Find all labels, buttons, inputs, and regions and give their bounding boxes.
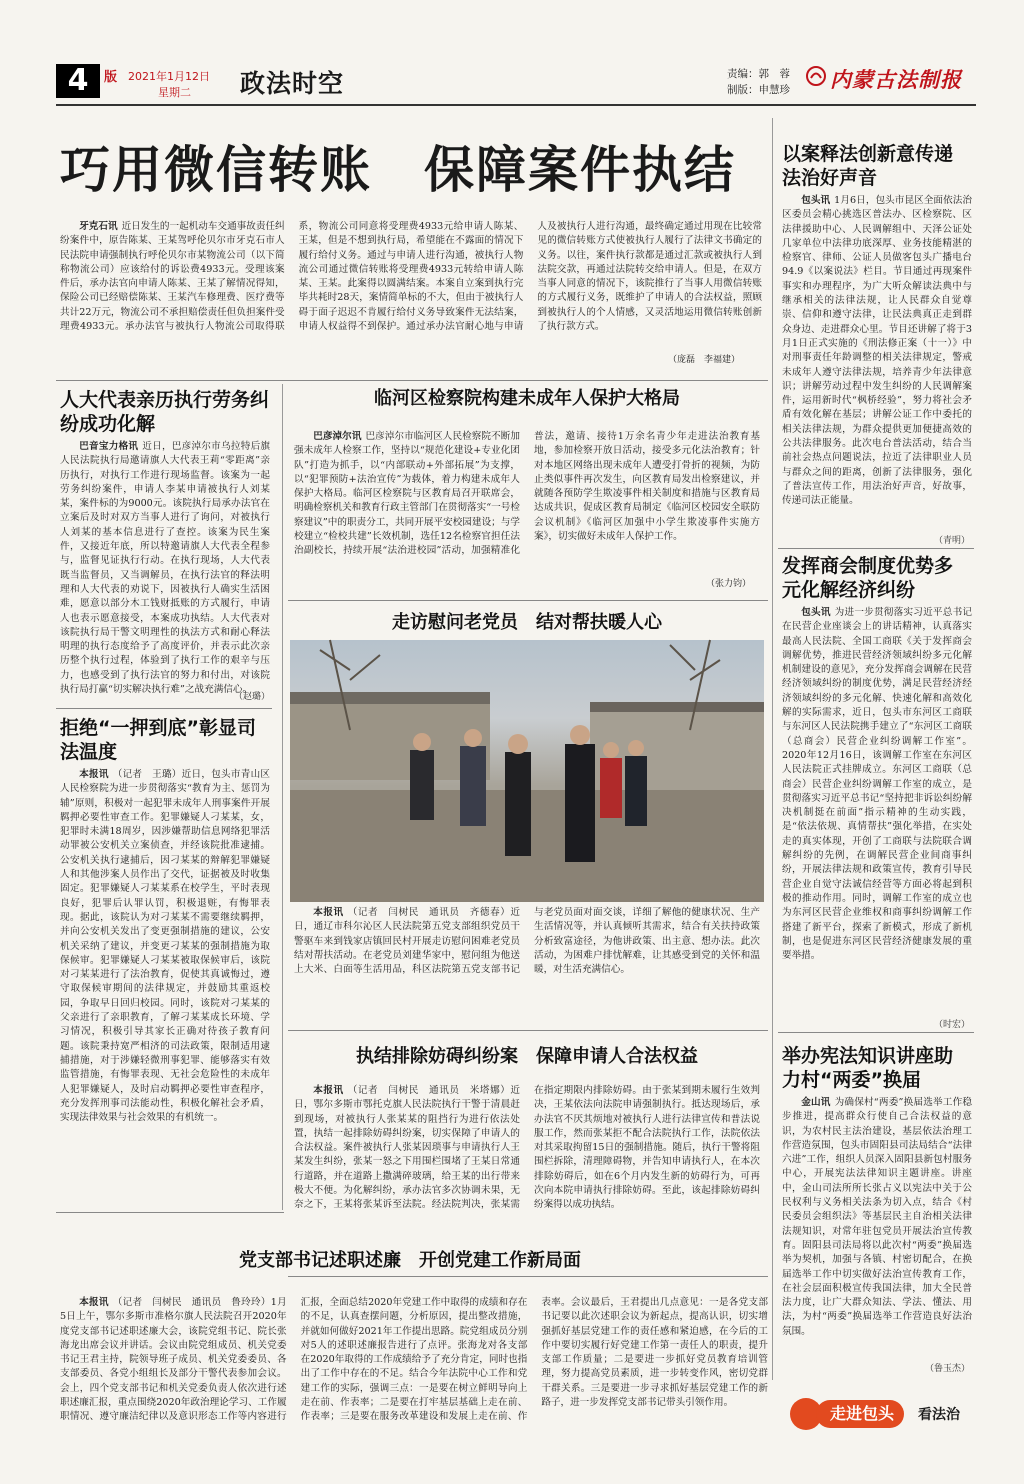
right1-text: 1月6日，包头市昆区全面依法治区委员会精心挑选区普法办、区检察院、区法律援助中心、人民调解组中、天泽公证处几家单位中法律功底深厚、业务技能精湛的检察官、律师、公证人员做客包头广播电台94.9《以案说法》栏目。节目通过再现案件事实和办理程序，为广大听众解读法典中与继承相关的法律法规，让人民群众自觉尊崇、信仰和遵守法律，让民法典真正走到群众身边、走进群众心里。节目还讲解了将于3月1日正式实施的《刑法修正案（十一）》中对刑事责任年龄调整的相关法律规定，警戒未成年人遵守法律法规，培养青少年法律意识；讲解劳动过程中发生纠纷的人民调解案件，运用新时代“枫桥经验”，努力将社会矛盾有效化解在基层；讲解公证工作中委托的相关法律法规，为群众提供更加便捷高效的公共法律服务。此次电台普法活动，结合当前社会热点问题说法，拉近了法律职业人员与群众之间的距离，创新了法律服务，强化了普法宣传工作，用法治好声音，好故事，传递司法正能量。 <box>782 195 972 507</box>
left2-headline: 拒绝“一押到底”彰显司法温度 <box>60 717 256 763</box>
editor-credit: 责编：郭 蓉 <box>727 68 790 80</box>
center1-body <box>294 430 760 586</box>
left2-text: 近日，包头市青山区人民检察院为进一步贯彻落实“教育为主、惩罚为辅”原则，积极对一起犯罪未成年人刑事案件开展羁押必要性审查工作。犯罪嫌疑人刁某某，女，犯罪时未满18周岁，因涉嫌帮助信息网络犯罪活动罪被公安机关立案侦查，并经该院批准逮捕。公安机关执行逮捕后，因刁某某的辩解犯罪嫌疑人和其他涉案人员作出了交代，证据被及时收集固定。犯罪嫌疑人刁某某系在校学生，平时表现良好，犯罪后认罪认罚，积极退赃，有悔罪表现。据此，该院认为对刁某某不需要继续羁押，并向公安机关发出了变更强制措施的建议，公安机关采纳了建议，并变更刁某某的强制措施为取保候审。犯罪嫌疑人刁某某被取保候审后，该院对刁某某进行了法治教育，促使其真诚悔过，遵守取保候审期间的法律规定，并鼓励其重返校园，争取早日回归校园。同时，该院对刁某某的父亲进行了亲职教育，了解刁某某成长环境、学习情况，积极引导其家长正确对待孩子教育问题。该院秉持宽严相济的司法政策，限制适用逮捕措施，对于涉嫌轻微刑事犯罪、能够落实有效监管措施，有悔罪表现、无社会危险性的未成年人犯罪嫌疑人，及时启动羁押必要性审查程序，充分发挥刑事司法能动性，积极化解社会矛盾，实现法律效果与社会效果的有机统一。 <box>60 769 271 1124</box>
right3-byline: （鲁玉杰） <box>924 1364 970 1374</box>
bottom-reporter: （记者 闫树民 通讯员 鲁玲玲） <box>112 1297 271 1308</box>
right3-body <box>782 1096 972 1354</box>
news-photo <box>290 640 764 902</box>
main-byline: （庞磊 李福建） <box>668 355 741 365</box>
left1-lead: 巴音宝力格讯 <box>79 441 139 452</box>
left-divider <box>282 384 283 1210</box>
main-body: 近日发生的一起机动车交通事故责任纠纷案件中，原告陈某、王某驾呼伦贝尔市牙克石市人民法院申请强制执行呼伦贝尔市某物流公司（以下简称物流公司）应该给付的诉讼费4933元。受理该案件后，承办法官向申请人陈某、王某了解情况得知，保险公司已经赔偿陈某、王某汽车修理费、医疗费等共计22万元，物流公司不承担赔偿责任但负担案件受理费4933元。承办法官与被执行人物流公司取得联系，物流公司同意将受理费4933元给申请人陈某、王某，但是不想到执行局，希望能在不露面的情况下履行给付义务。通过与申请人进行沟通，被执行人物流公司通过微信转账将受理费4933元转给申请人陈某、王某。此案得以圆满结案。本案自立案到执行完毕共耗时28天，案情简单标的不大，但由于被执行人碍于面子迟迟不肯履行给付义务导致案件无法结案，申请人权益得不到保护。通过承办法官耐心地与申请人及被执行人进行沟通，最终确定通过用现在比较常见的微信转账方式使被执行人履行了法律文书确定的义务。以往，案件执行款都是通过汇款或被执行人到法院交款，再通过法院转交给申请人。但是，在双方当事人同意的情况下，该院推行了当事人用微信转账的方式履行义务，既维护了申请人的合法权益，照顾到被执行人的个人情感，又灵活地运用微信转账创新了执行款方式。 <box>60 221 762 333</box>
center1-text: 巴彦淖尔市临河区人民检察院不断加强未成年人检察工作，坚持以“规范化建设+专业化团队”打造为抓手，以“内部联动+外部拓展”为支撑，以“犯罪预防+法治宣传”为载体，着力构建未成年人保护大格局。临河区检察院与区教育局召开联席会，明确检察机关和教育行政主管部门在贯彻落实“一号检察建议”中的职责分工，共同开展平安校园建设；与学校建立“检校共建”长效机制，选任12名检察官担任法治副校长，持续开展“法治进校园”活动，加强精准化普法，邀请、接待1万余名青少年走进法治教育基地，参加检察开放日活动，接受多元化法治教育；针对本地区网络出现未成年人遭受打骨折的视频，为防止类似事件再次发生，向区教育局发出检察建议，并就随各预防学生欺凌事件相关制度和措施与区教育局达成共识，促成区教育局制定《临河区校园安全联防会议机制》《临河区加强中小学生欺凌事件实施方案》，切实做好未成年人保护工作。 <box>294 431 760 557</box>
center3-headline: 执结排除妨碍纠纷案 保障申请人合法权益 <box>356 1046 698 1067</box>
center1-lead: 巴彦淖尔讯 <box>313 431 362 442</box>
left1-text: 近日，巴彦淖尔市乌拉特后旗人民法院执行局邀请旗人大代表王莉“零距离”亲历执行，对执行工作进行现场监督。该案为一起劳务纠纷案件，申请人李某申请被执行人刘某某，案件标的为9000元。该院执行局承办法官在立案后及时对双方当事人进行了询问，对被执行人刘某的基本信息进行了查控。该案为民生案件，又接近年底，所以特邀请旗人大代表全程参与，监督见证执行行动。在执行现场，人大代表既当监督员，又当调解员，在执行法官的释法明理和人大代表的劝说下，因被执行人确实生活困难，愿意以部分木工钱财抵账的方式履行，申请人也表示愿意接受，本案成功执结。人大代表对该院执行局干警文明理性的执法方式和耐心释法明理的执行态度给予了高度评价，并表示此次亲历整个执行过程，体验到了执行工作的艰辛与压力，也感受到了执行法官的努力和付出，对该院执行局打赢“切实解决执行难”之战充满信心。 <box>60 441 271 696</box>
center3-rule-2 <box>288 1276 768 1277</box>
photo-story-lead: 本报讯 <box>313 907 344 918</box>
main-bottom-rule <box>56 380 768 381</box>
main-story-col1 <box>60 220 762 348</box>
center3-lead: 本报讯 <box>313 1085 344 1096</box>
issue-weekday: 星期二 <box>158 86 191 99</box>
left2-lead: 本报讯 <box>79 769 109 780</box>
left1-rule <box>56 708 272 709</box>
right3-headline: 举办宪法知识讲座助力村“两委”换届 <box>782 1045 954 1091</box>
right2-lead: 包头讯 <box>801 607 831 618</box>
center1-byline: （张力钧） <box>706 579 752 589</box>
issue-date: 2021年1月12日 <box>128 70 210 83</box>
footer-tagline: 看法治 <box>918 1407 960 1423</box>
bottom-text: 1月5日上午，鄂尔多斯市准格尔旗人民法院召开2020年度党支部书记述职述廉大会，该院党组书记、院长张海龙出席会议并讲话。会议由院党组成员、机关党委书记王君主持，院领导班子成员、机关党委委员、各支部委员、各党小组组长及部分干警代表参加会议。会上，四个党支部书记和机关党委负责人依次进行述职述廉汇报，重点围绕2020年政治理论学习、工作履职情况、遵守廉洁纪律以及意识形态工作等内容进行汇报，全面总结2020年党建工作中取得的成绩和存在的不足，认真查摆问题，分析原因，提出整改措施，并就如何做好2021年工作提出思路。院党组成员分别对5人的述职述廉报告进行了点评。张海龙对各支部在2020年取得的工作成绩给予了充分肯定，同时也指出了工作中存在的不足。结合今年法院中心工作和党建工作的实际，强调三点：一是要在树立鲜明导向上走在前、作表率；二是要在打牢基层基础上走在前、作表率；三是要在服务改革建设和发展上走在前、作表率。会议最后，王君提出几点意见：一是各党支部书记要以此次述职会议为新起点，提高认识，切实增强抓好基层党建工作的责任感和紧迫感，在今后的工作中要切实履行好党建工作第一责任人的职责，提升支部工作质量；二是要进一步抓好党员教育培训管理，努力提高党员素质，进一步转变作风，密切党群干群关系。三是要进一步寻求抓好基层党建工作的新路子，进一步发挥党支部书记带头引领作用。 <box>60 1297 768 1423</box>
center1-rule <box>288 600 768 601</box>
page-number: 4 <box>56 64 100 98</box>
center3-reporter: （记者 闫树民 通讯员 米塔娜） <box>347 1085 511 1096</box>
column-divider <box>772 118 773 1380</box>
center3-rule <box>56 1212 284 1213</box>
photo-story-rule <box>288 1030 768 1031</box>
right3-text: 为确保村“两委”换届选举工作稳步推进，提高群众行使自己合法权益的意识，为农村民主法治建设，基层依法治理工作营造氛围，包头市固阳县司法局结合“法律六进”工作，组织人员深入固阳县新包村服务中心，开展宪法法律知识主题讲座。讲座中，金山司法所所长张占义以宪法中关于公民权利与义务相关法条为切入点，结合《村民委员会组织法》等基层民主自治相关法律法规知识，对常年驻包党员开展法治宣传教育。固阳县司法局将以此次村“两委”换届选举为契机，加强与各镇、村密切配合，在换届选举工作中切实做好法治宣传教育工作，在社会层面积极宣传我国法律，加大全民普法力度，让广大群众知法、学法、懂法、用法，为村“两委”换届选举工作营造良好法治氛围。 <box>782 1097 973 1337</box>
bottom-headline: 党支部书记述职述廉 开创党建工作新局面 <box>239 1250 581 1271</box>
right1-headline: 以案释法创新意传递法治好声音 <box>782 143 954 189</box>
right1-byline: （青明） <box>933 536 970 546</box>
bottom-lead: 本报讯 <box>79 1297 109 1308</box>
header-rule <box>56 104 976 106</box>
newspaper-logo-icon <box>806 66 826 86</box>
designer-credit: 制版：申慧珍 <box>727 84 790 96</box>
left2-body <box>60 768 270 1202</box>
left2-reporter: （记者 王璐） <box>112 769 182 780</box>
right2-headline: 发挥商会制度优势多元化解经济纠纷 <box>782 555 954 601</box>
bottom-body <box>60 1296 768 1442</box>
footer-brand: 走进包头 <box>816 1400 904 1428</box>
photo-story-headline: 走访慰问老党员 结对帮扶暖人心 <box>392 612 662 633</box>
right3-lead: 金山讯 <box>801 1097 831 1108</box>
photo-story-text: 近日，通辽市科尔沁区人民法院第五党支部组织党员干警驱车来到钱家店镇回民村开展走访慰问困难老党员结对帮扶活动。在老党员刘建华家中，慰问组为他送上大米、白面等生活用品，科区法院第五党支部书记与老党员面对面交谈，详细了解他的健康状况、生产生活情况等，并认真倾听其需求，结合有关扶持政策分析致富途径，为他讲政策、出主意、想办法。此次活动，为困难户排忧解难，让其感受到党的关怀和温暖，对生活充满信心。 <box>294 907 760 976</box>
footer-badge <box>790 1394 976 1434</box>
photo-story-reporter: （记者 闫树民 通讯员 齐德春） <box>347 907 511 918</box>
main-lead: 牙克石讯 <box>79 221 118 232</box>
center3-text: 近日，鄂尔多斯市鄂托克旗人民法院执行干警于清晨赶到现场，对被执行人张某某的阻挡行为进行依法处置，执结一起排除妨碍纠纷案，切实保障了申请人的合法权益。案件被执行人张某因琐事与申请执行人王某发生纠纷，张某一怒之下用围栏围堵了王某日常通行道路，并在道路上撒满碎玻璃，给王某的出行带来极大不便。为化解纠纷，承办法官多次协调未果，无奈之下，王某将张某诉至法院。经法院判决，张某需在指定期限内排除妨碍。由于张某到期未履行生效判决，王某依法向法院申请强制执行。抵达现场后，承办法官不厌其烦地对被执行人进行法律宣传和普法说服工作，然而张某拒不配合法院执行工作，法院依法对其采取拘留15日的强制措施。随后，执行干警将阻围栏拆除，清理障碍物，并告知申请执行人，在本次排除妨碍后，如在6个月内发生新的妨碍行为，可再次向本院申请执行排除妨碍。至此，该起排除妨碍纠纷案得以成功执结。 <box>294 1085 760 1211</box>
right2-byline: （时宏） <box>933 1020 970 1030</box>
right2-text: 为进一步贯彻落实习近平总书记在民营企业座谈会上的讲话精神，认真落实最高人民法院、全国工商联《关于发挥商会调解优势，推进民营经济领域纠纷多元化解机制建设的意见》，充分发挥商会调解在民营经济领域纠纷的制度优势，满足民营经济经济领域纠纷的多元化解、快速化解和高效化解的实际需求，近日，包头市东河区工商联与东河区人民法院携手建立了“东河区工商联（总商会）民营企业纠纷调解工作室”。2020年12月16日，该调解工作室在东河区人民法院正式挂牌成立。东河区工商联（总商会）民营企业纠纷调解工作室的成立，是贯彻落实习近平总书记“坚持把非诉讼纠纷解决机制挺在前面”指示精神的生动实践，是“依法依规、真情帮扶”强化举措，在实处走的真实体现，开创了工商联与法院联合调解纠纷的先例，在调解民营企业间商事纠纷，开展法律法规和政策宣传，教育引导民营企业自觉守法诚信经营等方面必将起到积极的推动作用。同时，调解工作室的成立也为东河区民营企业维权和商事纠纷调解工作搭建了新平台，探索了新模式，形成了新机制，也是促进东河区民营经济健康发展的重要举措。 <box>782 607 973 962</box>
center3-body <box>294 1084 760 1268</box>
photo-story-body <box>294 906 760 1016</box>
main-headline: 巧用微信转账 保障案件执结 <box>60 140 736 199</box>
left1-body <box>60 440 271 696</box>
page-unit: 版 <box>104 70 118 85</box>
left1-byline: （赵璐） <box>233 692 270 702</box>
newspaper-name: 内蒙古法制报 <box>830 67 962 92</box>
left1-headline: 人大代表亲历执行劳务纠纷成功化解 <box>60 389 270 435</box>
right2-body <box>782 606 972 1006</box>
right2-rule <box>778 1032 974 1033</box>
right1-lead: 包头讯 <box>801 195 831 206</box>
right1-body <box>782 194 972 532</box>
section-title: 政法时空 <box>240 69 345 98</box>
right1-rule <box>778 548 974 549</box>
center1-headline: 临河区检察院构建未成年人保护大格局 <box>374 388 680 409</box>
